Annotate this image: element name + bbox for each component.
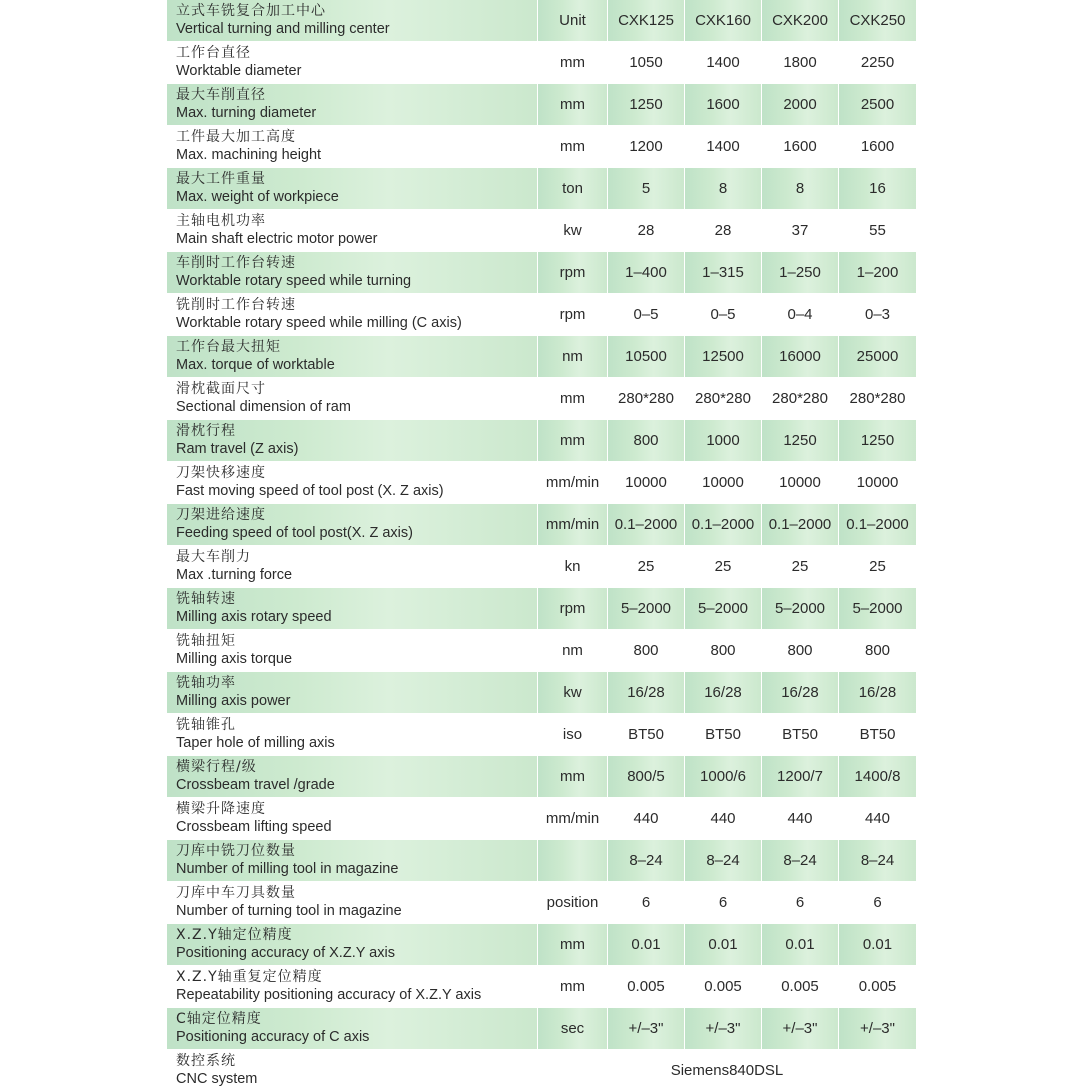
spec-value: 1600 [762, 126, 839, 168]
spec-name-cell [167, 84, 538, 126]
spec-value: 8–24 [762, 840, 839, 882]
spec-value: +/–3" [762, 1008, 839, 1050]
spec-value: 16/28 [762, 672, 839, 714]
spec-name-cell [167, 714, 538, 756]
spec-value: 280*280 [839, 378, 916, 420]
spec-name-zh: 主轴电机功率 [176, 213, 266, 229]
spec-name-en: Positioning accuracy of C axis [176, 1029, 370, 1045]
spec-row [167, 672, 916, 714]
spec-unit: mm/min [538, 504, 608, 546]
spec-value: 55 [839, 210, 916, 252]
spec-row [167, 168, 916, 210]
spec-name-en: Fast moving speed of tool post (X. Z axis) [176, 483, 444, 499]
spec-name-cell [167, 630, 538, 672]
header-model: CXK250 [839, 0, 916, 42]
header-name-en: Vertical turning and milling center [176, 21, 390, 37]
spec-value: 25 [608, 546, 685, 588]
spec-row [167, 1008, 916, 1050]
spec-name-zh: 横梁升降速度 [176, 801, 266, 817]
header-row [167, 0, 916, 42]
spec-name-cell [167, 420, 538, 462]
spec-value: 1–315 [685, 252, 762, 294]
spec-value: 5 [608, 168, 685, 210]
spec-unit: rpm [538, 294, 608, 336]
spec-value: 0–4 [762, 294, 839, 336]
cnc-name-cell [167, 1050, 538, 1092]
cnc-row [167, 1050, 916, 1092]
spec-name-zh: 刀库中车刀具数量 [176, 885, 296, 901]
spec-name-en: Main shaft electric motor power [176, 231, 378, 247]
spec-value: 1250 [839, 420, 916, 462]
spec-row [167, 756, 916, 798]
spec-unit: rpm [538, 252, 608, 294]
spec-value: 1000 [685, 420, 762, 462]
spec-value: 0.005 [685, 966, 762, 1008]
spec-value: 16/28 [685, 672, 762, 714]
spec-value: 0–5 [608, 294, 685, 336]
spec-value: +/–3" [685, 1008, 762, 1050]
spec-name-zh: 铣削时工作台转速 [176, 297, 296, 313]
spec-unit: mm/min [538, 798, 608, 840]
spec-name-cell [167, 336, 538, 378]
spec-unit: mm [538, 966, 608, 1008]
spec-unit: mm [538, 84, 608, 126]
spec-unit: mm [538, 756, 608, 798]
spec-row [167, 798, 916, 840]
spec-name-cell [167, 462, 538, 504]
cnc-value: Siemens840DSL [538, 1050, 916, 1092]
spec-value: 1050 [608, 42, 685, 84]
spec-name-zh: 最大车削力 [176, 549, 251, 565]
spec-name-zh: C轴定位精度 [176, 1011, 262, 1027]
spec-value: 440 [608, 798, 685, 840]
spec-value: 1600 [685, 84, 762, 126]
spec-name-en: Taper hole of milling axis [176, 735, 335, 751]
spec-unit: mm [538, 378, 608, 420]
spec-value: 25 [685, 546, 762, 588]
spec-name-zh: 最大工件重量 [176, 171, 266, 187]
spec-unit: position [538, 882, 608, 924]
spec-value: 16 [839, 168, 916, 210]
spec-value: 10000 [762, 462, 839, 504]
spec-value: 28 [685, 210, 762, 252]
spec-name-en: Milling axis torque [176, 651, 293, 667]
spec-name-cell [167, 840, 538, 882]
header-name-cell [167, 0, 538, 42]
spec-name-cell [167, 294, 538, 336]
spec-value: 0.005 [608, 966, 685, 1008]
spec-row [167, 714, 916, 756]
spec-name-zh: 滑枕行程 [176, 423, 236, 439]
spec-unit: rpm [538, 588, 608, 630]
spec-unit: mm [538, 924, 608, 966]
spec-value: 800/5 [608, 756, 685, 798]
spec-value: 0–3 [839, 294, 916, 336]
spec-unit: iso [538, 714, 608, 756]
spec-name-cell [167, 588, 538, 630]
cnc-name-zh: 数控系统 [176, 1053, 236, 1069]
spec-value: 2500 [839, 84, 916, 126]
spec-name-cell [167, 966, 538, 1008]
spec-name-en: Sectional dimension of ram [176, 399, 351, 415]
spec-name-zh: 铣轴转速 [176, 591, 236, 607]
spec-row [167, 966, 916, 1008]
spec-value: 5–2000 [762, 588, 839, 630]
spec-name-en: Worktable rotary speed while turning [176, 273, 412, 289]
spec-value: 1200/7 [762, 756, 839, 798]
spec-name-en: Crossbeam lifting speed [176, 819, 332, 835]
spec-value: 1250 [762, 420, 839, 462]
spec-value: 10000 [839, 462, 916, 504]
header-model: CXK160 [685, 0, 762, 42]
spec-value: 25 [762, 546, 839, 588]
spec-value: 0.005 [762, 966, 839, 1008]
spec-name-en: Max. machining height [176, 147, 322, 163]
spec-name-en: Worktable rotary speed while milling (C axis) [176, 315, 462, 331]
spec-value: 280*280 [608, 378, 685, 420]
spec-name-cell [167, 924, 538, 966]
spec-unit: ton [538, 168, 608, 210]
spec-value: 12500 [685, 336, 762, 378]
spec-table [167, 0, 916, 1092]
spec-name-en: Number of turning tool in magazine [176, 903, 402, 919]
spec-value: 1–200 [839, 252, 916, 294]
spec-name-en: Max .turning force [176, 567, 293, 583]
spec-value: 16/28 [839, 672, 916, 714]
spec-name-zh: X.Z.Y轴重复定位精度 [176, 969, 323, 985]
spec-name-cell [167, 672, 538, 714]
spec-value: BT50 [608, 714, 685, 756]
spec-value: 0.01 [839, 924, 916, 966]
spec-unit: mm/min [538, 462, 608, 504]
spec-row [167, 504, 916, 546]
spec-value: BT50 [685, 714, 762, 756]
spec-name-zh: 铣轴功率 [176, 675, 236, 691]
spec-value: 37 [762, 210, 839, 252]
spec-value: +/–3" [839, 1008, 916, 1050]
spec-name-zh: X.Z.Y轴定位精度 [176, 927, 293, 943]
header-name-zh: 立式车铣复合加工中心 [176, 3, 326, 19]
spec-name-zh: 滑枕截面尺寸 [176, 381, 266, 397]
spec-name-zh: 工件最大加工高度 [176, 129, 296, 145]
spec-value: 0.01 [762, 924, 839, 966]
spec-unit: sec [538, 1008, 608, 1050]
spec-value: 0.01 [608, 924, 685, 966]
spec-value: 1–400 [608, 252, 685, 294]
spec-value: 440 [762, 798, 839, 840]
spec-name-en: Number of milling tool in magazine [176, 861, 399, 877]
spec-name-cell [167, 1008, 538, 1050]
spec-value: 0–5 [685, 294, 762, 336]
spec-row [167, 378, 916, 420]
spec-name-en: Max. torque of worktable [176, 357, 335, 373]
spec-row [167, 420, 916, 462]
spec-value: BT50 [839, 714, 916, 756]
spec-row [167, 630, 916, 672]
spec-value: +/–3" [608, 1008, 685, 1050]
spec-name-cell [167, 252, 538, 294]
spec-row [167, 336, 916, 378]
spec-value: 8–24 [608, 840, 685, 882]
spec-value: 16000 [762, 336, 839, 378]
spec-row [167, 840, 916, 882]
spec-name-en: Crossbeam travel /grade [176, 777, 335, 793]
spec-name-en: Max. turning diameter [176, 105, 317, 121]
spec-row [167, 84, 916, 126]
spec-name-zh: 车削时工作台转速 [176, 255, 296, 271]
spec-value: 0.005 [839, 966, 916, 1008]
spec-value: 5–2000 [608, 588, 685, 630]
spec-value: 1400 [685, 42, 762, 84]
spec-value: 800 [839, 630, 916, 672]
header-model: CXK200 [762, 0, 839, 42]
spec-value: BT50 [762, 714, 839, 756]
spec-value: 0.1–2000 [608, 504, 685, 546]
spec-value: 10000 [608, 462, 685, 504]
spec-value: 8 [685, 168, 762, 210]
spec-name-cell [167, 756, 538, 798]
spec-value: 280*280 [685, 378, 762, 420]
spec-name-en: Ram travel (Z axis) [176, 441, 299, 457]
spec-value: 5–2000 [839, 588, 916, 630]
spec-unit: nm [538, 630, 608, 672]
spec-value: 1600 [839, 126, 916, 168]
spec-value: 10000 [685, 462, 762, 504]
spec-name-en: Milling axis rotary speed [176, 609, 332, 625]
spec-row [167, 210, 916, 252]
spec-unit: kw [538, 672, 608, 714]
spec-value: 440 [685, 798, 762, 840]
spec-value: 25000 [839, 336, 916, 378]
spec-unit: nm [538, 336, 608, 378]
spec-name-zh: 铣轴扭矩 [176, 633, 236, 649]
spec-name-cell [167, 378, 538, 420]
spec-value: 1250 [608, 84, 685, 126]
spec-name-zh: 横梁行程/级 [176, 759, 257, 775]
spec-name-zh: 刀库中铣刀位数量 [176, 843, 296, 859]
spec-name-zh: 工作台最大扭矩 [176, 339, 281, 355]
cnc-name-en: CNC system [176, 1071, 258, 1087]
spec-value: 8–24 [839, 840, 916, 882]
spec-unit: kw [538, 210, 608, 252]
spec-value: 2250 [839, 42, 916, 84]
spec-name-cell [167, 42, 538, 84]
spec-value: 28 [608, 210, 685, 252]
spec-name-cell [167, 798, 538, 840]
spec-value: 25 [839, 546, 916, 588]
spec-value: 0.1–2000 [839, 504, 916, 546]
spec-row [167, 924, 916, 966]
spec-name-cell [167, 168, 538, 210]
spec-name-cell [167, 504, 538, 546]
spec-name-cell [167, 126, 538, 168]
spec-value: 6 [685, 882, 762, 924]
spec-name-en: Repeatability positioning accuracy of X.Z.Y axis [176, 987, 482, 1003]
spec-unit [538, 840, 608, 882]
spec-row [167, 462, 916, 504]
spec-value: 8 [762, 168, 839, 210]
spec-name-zh: 工作台直径 [176, 45, 251, 61]
spec-name-zh: 最大车削直径 [176, 87, 266, 103]
spec-value: 2000 [762, 84, 839, 126]
header-unit: Unit [538, 0, 608, 42]
spec-value: 10500 [608, 336, 685, 378]
spec-row [167, 126, 916, 168]
spec-value: 800 [608, 630, 685, 672]
spec-value: 800 [608, 420, 685, 462]
spec-name-en: Milling axis power [176, 693, 291, 709]
spec-value: 280*280 [762, 378, 839, 420]
spec-value: 6 [608, 882, 685, 924]
spec-row [167, 252, 916, 294]
spec-name-zh: 刀架快移速度 [176, 465, 266, 481]
spec-value: 16/28 [608, 672, 685, 714]
header-model: CXK125 [608, 0, 685, 42]
spec-value: 800 [685, 630, 762, 672]
spec-value: 0.1–2000 [762, 504, 839, 546]
spec-value: 1000/6 [685, 756, 762, 798]
spec-value: 0.1–2000 [685, 504, 762, 546]
spec-row [167, 588, 916, 630]
spec-value: 800 [762, 630, 839, 672]
spec-name-en: Positioning accuracy of X.Z.Y axis [176, 945, 395, 961]
spec-row [167, 546, 916, 588]
spec-value: 1800 [762, 42, 839, 84]
spec-unit: kn [538, 546, 608, 588]
spec-name-en: Max. weight of workpiece [176, 189, 339, 205]
spec-row [167, 42, 916, 84]
spec-value: 6 [839, 882, 916, 924]
spec-row [167, 294, 916, 336]
spec-name-en: Worktable diameter [176, 63, 302, 79]
spec-name-cell [167, 546, 538, 588]
spec-name-zh: 铣轴锥孔 [176, 717, 236, 733]
spec-value: 1400 [685, 126, 762, 168]
spec-name-cell [167, 210, 538, 252]
spec-value: 6 [762, 882, 839, 924]
spec-row [167, 882, 916, 924]
spec-name-cell [167, 882, 538, 924]
spec-name-zh: 刀架进给速度 [176, 507, 266, 523]
spec-value: 1–250 [762, 252, 839, 294]
spec-unit: mm [538, 126, 608, 168]
spec-value: 440 [839, 798, 916, 840]
spec-value: 1200 [608, 126, 685, 168]
spec-unit: mm [538, 420, 608, 462]
spec-table-body [167, 0, 916, 1092]
spec-unit: mm [538, 42, 608, 84]
spec-value: 1400/8 [839, 756, 916, 798]
spec-name-en: Feeding speed of tool post(X. Z axis) [176, 525, 413, 541]
spec-value: 0.01 [685, 924, 762, 966]
spec-value: 5–2000 [685, 588, 762, 630]
spec-value: 8–24 [685, 840, 762, 882]
